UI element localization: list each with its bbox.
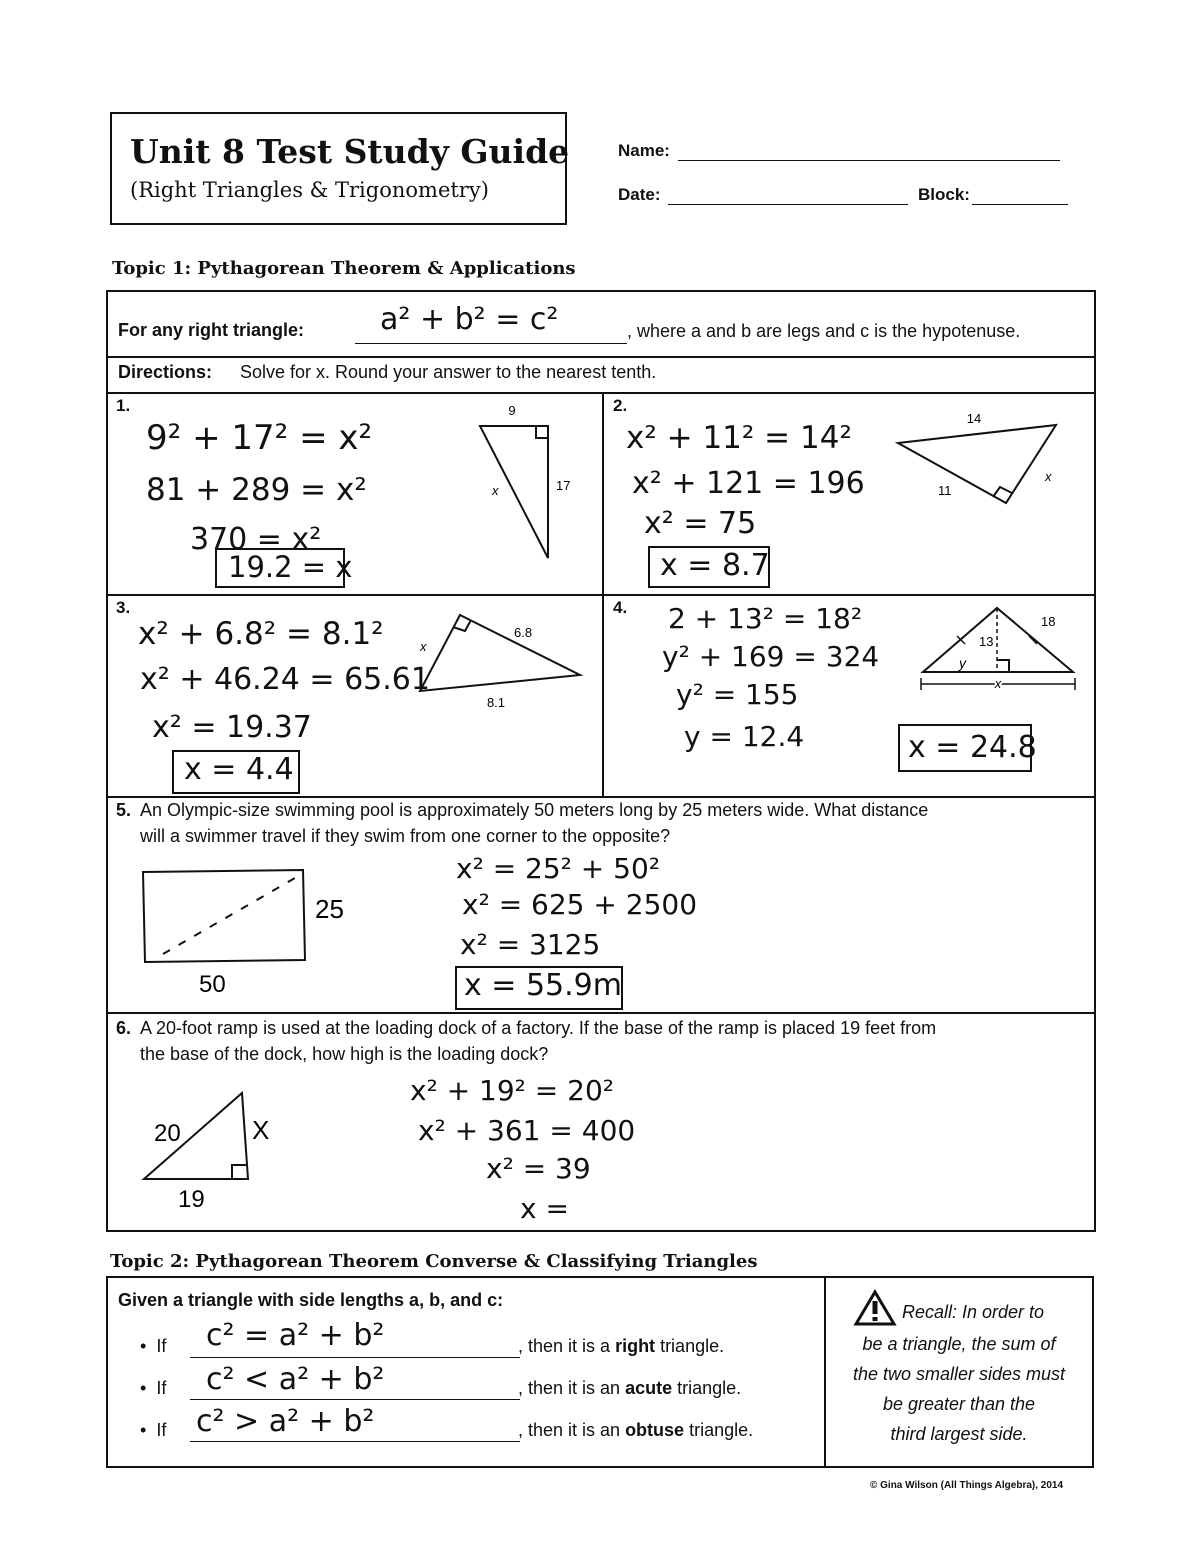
ramp-diagram xyxy=(140,1085,290,1215)
rule-pre: , then it is an xyxy=(518,1420,626,1440)
work-line: x² + 121 = 196 xyxy=(632,466,865,501)
recall-line: third largest side. xyxy=(890,1424,1028,1444)
rule-post: triangle. xyxy=(655,1336,725,1356)
problem-text: the base of the dock, how high is the loading dock? xyxy=(140,1044,549,1064)
recall-line: be greater than the xyxy=(882,1394,1036,1414)
directions-label: Directions: xyxy=(118,362,213,382)
side-label: x xyxy=(420,639,427,654)
work-line: y² = 155 xyxy=(676,678,799,711)
triangle-shape xyxy=(480,426,548,558)
rule-if: If xyxy=(156,1378,167,1398)
side-label: y xyxy=(959,655,966,671)
name-label: Name: xyxy=(618,141,670,160)
rule-row xyxy=(140,1420,166,1441)
divider xyxy=(106,392,1096,394)
work-line: x² + 6.8² = 8.1² xyxy=(138,616,384,652)
problem-number: 6. xyxy=(116,1018,132,1038)
rule-if: If xyxy=(156,1336,167,1356)
rule-kind: obtuse xyxy=(625,1420,685,1440)
formula-blank xyxy=(355,343,627,344)
problem-number: 5. xyxy=(116,800,132,820)
side-label: 8.1 xyxy=(486,695,506,710)
right-angle-mark xyxy=(993,487,1012,497)
rule-post: triangle. xyxy=(672,1378,742,1398)
rule-blank xyxy=(190,1399,520,1400)
rule-blank xyxy=(190,1441,520,1442)
triangle-diagram xyxy=(410,605,595,715)
topic1-heading: Topic 1: Pythagorean Theorem & Applications xyxy=(112,258,576,279)
problem-number: 2. xyxy=(613,396,628,415)
divider xyxy=(106,356,1096,358)
problem-text: will a swimmer travel if they swim from one corner to the opposite? xyxy=(140,826,671,846)
answer-text: x = 24.8 xyxy=(908,730,1037,765)
side-label: 6.8 xyxy=(514,625,533,640)
rule-answer: c² = a² + b² xyxy=(206,1318,385,1353)
triangle-diagram xyxy=(470,400,590,570)
rule-kind: right xyxy=(615,1336,656,1356)
side-label: 19 xyxy=(178,1186,205,1213)
block-label: Block: xyxy=(918,185,970,204)
right-angle-mark xyxy=(232,1165,246,1179)
bullet: • xyxy=(140,1336,147,1356)
rule-pre: , then it is an xyxy=(518,1378,626,1398)
right-angle-mark xyxy=(997,660,1009,672)
work-line: x² = 3125 xyxy=(460,928,601,961)
side-label: 14 xyxy=(966,411,982,426)
rule-answer: c² < a² + b² xyxy=(206,1362,385,1397)
triangle-shape xyxy=(420,615,580,691)
triangle-shape xyxy=(898,425,1056,503)
divider xyxy=(106,796,1096,798)
triangle-diagram xyxy=(890,405,1070,515)
problem-text: An Olympic-size swimming pool is approximately 50 meters long by 25 meters wide. What distance xyxy=(140,800,929,820)
side-label: 13 xyxy=(979,634,994,649)
rule-post: triangle. xyxy=(684,1420,754,1440)
bullet: • xyxy=(140,1420,147,1440)
page-subtitle: (Right Triangles & Trigonometry) xyxy=(130,178,489,202)
recall-line: be a triangle, the sum of xyxy=(862,1334,1056,1354)
work-line: x² + 46.24 = 65.61 xyxy=(140,662,430,697)
work-line: x² = 25² + 50² xyxy=(456,852,661,885)
rule-result xyxy=(518,1420,753,1441)
pool-rectangle xyxy=(143,870,305,962)
side-label: 11 xyxy=(938,483,952,498)
side-label: x xyxy=(492,483,499,498)
divider xyxy=(824,1276,826,1468)
warning-icon xyxy=(854,1290,896,1326)
rule-blank xyxy=(190,1357,520,1358)
problem-number: 4. xyxy=(613,598,628,617)
rule-answer: c² > a² + b² xyxy=(196,1404,375,1439)
side-label: 50 xyxy=(199,971,226,998)
divider xyxy=(602,392,604,796)
diagonal-path xyxy=(163,878,295,954)
topic2-heading: Topic 2: Pythagorean Theorem Converse & Classifying Triangles xyxy=(110,1251,758,1272)
rule-pre: , then it is a xyxy=(518,1336,616,1356)
side-label: x xyxy=(994,676,1002,691)
work-line: x² = 75 xyxy=(644,506,757,541)
problem-text: A 20-foot ramp is used at the loading dock of a factory. If the base of the ramp is placed 19 feet from xyxy=(140,1018,937,1038)
work-line: x² + 361 = 400 xyxy=(418,1114,636,1147)
page-title: Unit 8 Test Study Guide xyxy=(130,132,570,171)
triangle-diagram xyxy=(915,600,1085,695)
work-line: x² + 11² = 14² xyxy=(626,420,852,456)
work-line: 81 + 289 = x² xyxy=(146,472,367,508)
block-field[interactable] xyxy=(972,204,1068,205)
date-label: Date: xyxy=(618,185,661,204)
answer-text: x = 4.4 xyxy=(184,752,294,787)
rule-kind: acute xyxy=(625,1378,673,1398)
recall-line: Recall: In order to xyxy=(902,1302,1045,1322)
answer-text: x = 55.9m xyxy=(464,968,622,1003)
formula-answer: a² + b² = c² xyxy=(380,302,559,337)
work-line: x = xyxy=(520,1192,569,1225)
answer-text: 19.2 = x xyxy=(228,550,353,584)
right-angle-mark xyxy=(536,426,548,438)
bullet: • xyxy=(140,1378,147,1398)
rule-row xyxy=(140,1336,166,1357)
work-line: 9² + 17² = x² xyxy=(146,418,373,458)
divider xyxy=(106,1012,1096,1014)
rule-row xyxy=(140,1378,166,1399)
name-field[interactable] xyxy=(678,160,1060,161)
side-label: 18 xyxy=(1041,614,1056,629)
formula-prefix: For any right triangle: xyxy=(118,320,305,340)
work-line: x² = 39 xyxy=(486,1152,591,1185)
work-line: y = 12.4 xyxy=(684,720,805,753)
topic2-intro: Given a triangle with side lengths a, b, and c: xyxy=(118,1290,504,1310)
formula-suffix: , where a and b are legs and c is the hypotenuse. xyxy=(627,321,1021,341)
work-line: x² + 19² = 20² xyxy=(410,1074,615,1107)
side-label: 25 xyxy=(315,894,344,924)
directions-text: Solve for x. Round your answer to the nearest tenth. xyxy=(240,362,657,382)
side-label: 9 xyxy=(508,403,516,418)
work-line: y² + 169 = 324 xyxy=(662,640,880,673)
problem-number: 1. xyxy=(116,396,131,415)
work-line: x² = 625 + 2500 xyxy=(462,888,698,921)
work-line: 2 + 13² = 18² xyxy=(668,602,863,635)
side-label: x xyxy=(1045,469,1052,484)
rule-if: If xyxy=(156,1420,167,1440)
answer-text: x = 8.7 xyxy=(660,548,770,583)
side-label: 20 xyxy=(154,1120,181,1147)
divider xyxy=(106,594,1096,596)
pool-diagram xyxy=(135,862,375,1002)
side-label: X xyxy=(252,1115,270,1145)
date-field[interactable] xyxy=(668,204,908,205)
problem-number: 3. xyxy=(116,598,131,617)
recall-line: the two smaller sides must xyxy=(852,1364,1066,1384)
work-line: 370 = x² xyxy=(190,522,322,557)
rule-result xyxy=(518,1378,741,1399)
side-label: 17 xyxy=(556,478,571,493)
rule-result xyxy=(518,1336,724,1357)
copyright: © Gina Wilson (All Things Algebra), 2014 xyxy=(870,1480,1064,1491)
work-line: x² = 19.37 xyxy=(152,710,312,745)
